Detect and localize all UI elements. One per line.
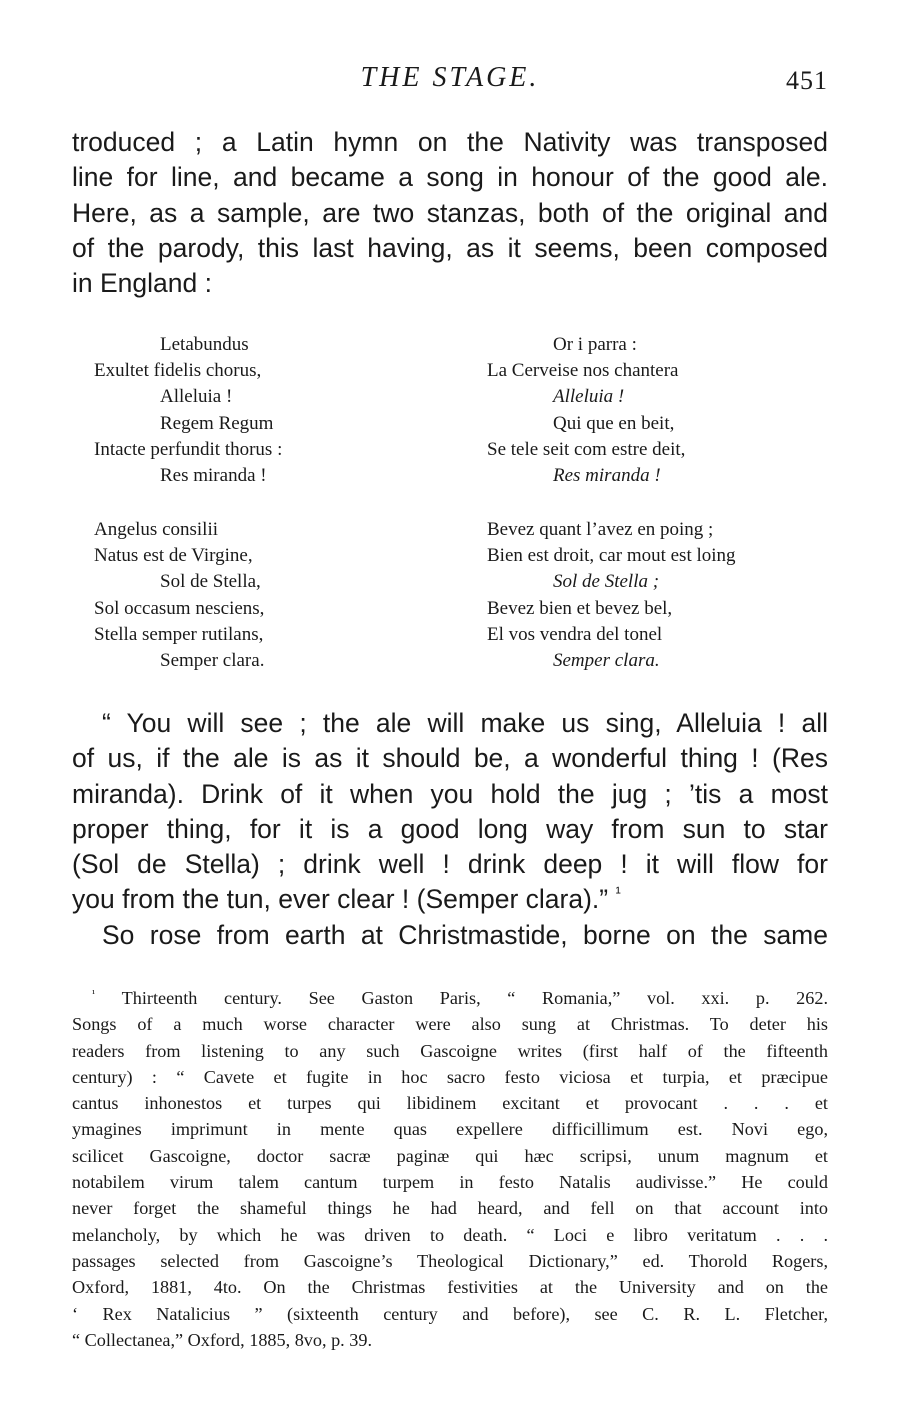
verse-line: Sol de Stella ; — [553, 571, 660, 593]
verse-line: Bevez quant l’avez en poing ; — [487, 519, 714, 540]
footnote-line: melancholy, by which he was driven to death. “ Loci e libro veritatum . . . — [72, 1224, 828, 1245]
footnote-text: Thirteenth century. See Gaston Paris, “ Romania,” vol. xxi. p. 262. — [121, 988, 829, 1008]
latin-stanza-1 — [94, 332, 282, 489]
verse-line: Or i parra : — [553, 334, 637, 355]
footnote-line: century) : “ Cavete et fugite in hoc sacro festo viciosa et turpia, et præcipue — [72, 1066, 828, 1087]
footnote-line: “ Collectanea,” Oxford, 1885, 8vo, p. 39. — [72, 1329, 373, 1350]
footnote-line: ‘ Rex Natalicius ” (sixteenth century and before), see C. R. L. Fletcher, — [72, 1303, 828, 1324]
french-stanza-2 — [487, 517, 736, 674]
verse-line: Bien est droit, car mout est loing — [487, 545, 736, 567]
verse-line: Natus est de Virgine, — [94, 545, 253, 567]
verse-line: Alleluia ! — [160, 386, 233, 408]
verse-line: Regem Regum — [160, 412, 274, 434]
verse-line: Res miranda ! — [553, 465, 661, 487]
footnote-line: passages selected from Gascoigne’s Theological Dictionary,” ed. Thorold Rogers, — [72, 1250, 828, 1271]
footnote-line: Oxford, 1881, 4to. On the Christmas festivities at the University and on the — [72, 1277, 828, 1298]
text-line: you from the tun, ever clear ! (Semper clara).” — [72, 884, 609, 915]
text-line: of us, if the ale is as it should be, a wonderful thing ! (Res — [72, 743, 828, 774]
verse-line: Sol de Stella, — [160, 571, 261, 593]
french-stanza-1 — [487, 332, 685, 489]
footnote-line — [72, 985, 828, 1011]
text-line: So rose from earth at Christmastide, borne on the same — [102, 919, 828, 950]
footnote-line: cantus inhonestos et turpes qui libidinem excitant et provocant . . . et — [72, 1093, 828, 1114]
footnote-reference: ¹ — [615, 885, 621, 903]
text-line: line for line, and became a song in honour of the good ale. — [72, 162, 828, 193]
verse-line: Se tele seit com estre deit, — [487, 438, 686, 460]
footnote-line: readers from listening to any such Gascoigne writes (first half of the fifteenth — [72, 1040, 828, 1061]
verse-line: Qui que en beit, — [553, 412, 675, 434]
text-line-with-note — [72, 882, 828, 917]
verse-line: Alleluia ! — [553, 386, 625, 408]
footnote — [72, 985, 828, 1353]
verse-line: Letabundus — [160, 334, 249, 355]
paragraph-translation — [72, 706, 828, 953]
text-line: (Sol de Stella) ; drink well ! drink deep ! it will flow for — [72, 849, 828, 880]
page-header — [0, 62, 900, 102]
verse-line: Semper clara. — [553, 650, 660, 672]
footnote-marker: ¹ — [92, 987, 96, 1000]
text-line: in England : — [72, 268, 212, 299]
running-title: THE STAGE. — [360, 62, 540, 93]
footnote-line: notabilem virum talem cantum turpem in festo Natalis audivisse.” He could — [72, 1172, 828, 1193]
verse-line: Stella semper rutilans, — [94, 623, 264, 645]
text-line: of the parody, this last having, as it seems, been composed — [72, 232, 828, 263]
text-line: miranda). Drink of it when you hold the jug ; ’tis a most — [72, 778, 828, 809]
paragraph-intro — [72, 125, 828, 301]
footnote-line: ymagines imprimunt in mente quas expellere difficillimum est. Novi ego, — [72, 1119, 828, 1140]
text-line: troduced ; a Latin hymn on the Nativity was transposed — [72, 127, 828, 157]
verse-line: Angelus consilii — [94, 519, 219, 540]
page-number: 451 — [786, 66, 828, 95]
latin-stanza-2 — [94, 517, 264, 674]
verse-line: Bevez bien et bevez bel, — [487, 597, 673, 619]
verse-line: La Cerveise nos chantera — [487, 360, 679, 382]
verse-line: Intacte perfundit thorus : — [94, 438, 283, 460]
verse-line: El vos vendra del tonel — [487, 623, 663, 645]
text-line: “ You will see ; the ale will make us sing, Alleluia ! all — [102, 708, 828, 738]
verse-line: Res miranda ! — [160, 465, 267, 487]
text-line: proper thing, for it is a good long way from sun to star — [72, 813, 828, 844]
footnote-line: Songs of a much worse character were also sung at Christmas. To deter his — [72, 1014, 828, 1035]
verse-line: Exultet fidelis chorus, — [94, 360, 262, 382]
verse-line: Semper clara. — [160, 650, 265, 672]
footnote-line: never forget the shameful things he had heard, and fell on that account into — [72, 1198, 828, 1219]
verse-line: Sol occasum nesciens, — [94, 597, 265, 619]
footnote-line: scilicet Gascoigne, doctor sacræ paginæ qui hæc scripsi, unum magnum et — [72, 1145, 828, 1166]
text-line: Here, as a sample, are two stanzas, both of the original and — [72, 197, 828, 228]
